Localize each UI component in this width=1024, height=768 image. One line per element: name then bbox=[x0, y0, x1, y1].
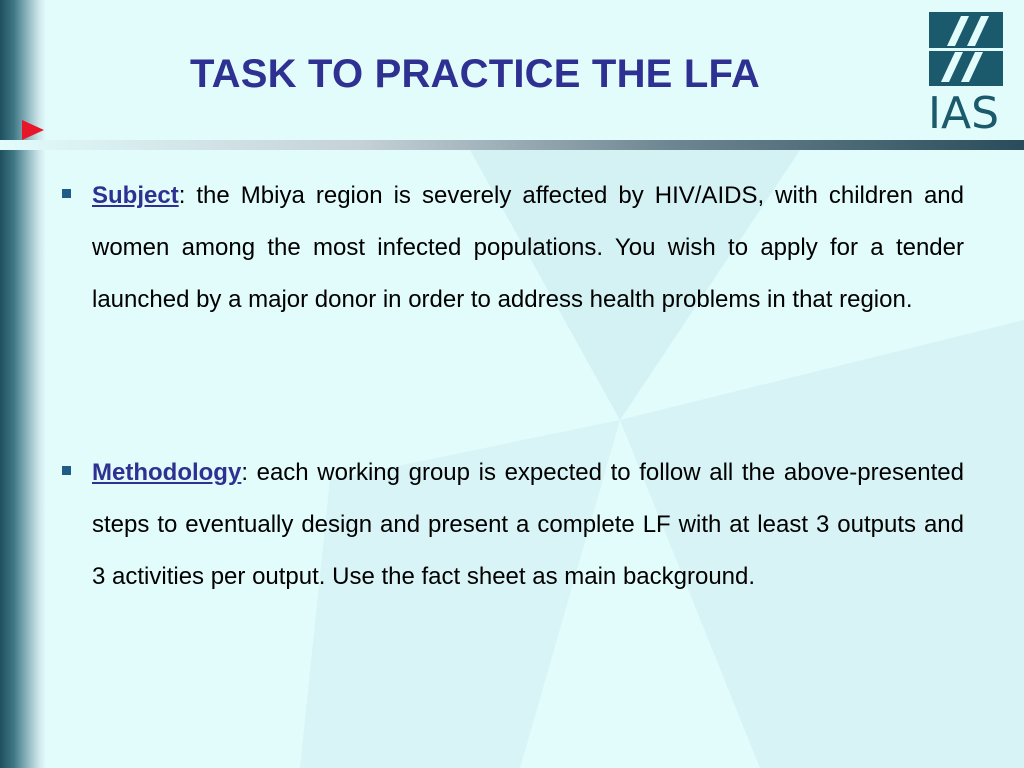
subject-keyword: Subject bbox=[92, 182, 179, 209]
methodology-keyword: Methodology bbox=[92, 459, 242, 486]
header-divider bbox=[0, 140, 1024, 150]
bullet-subject bbox=[62, 170, 964, 326]
methodology-body: : each working group is expected to follow all the above-presented steps to eventually design and present a complete LF with at least 3 outputs and 3 activities per output. Use the fact sheet as main background. bbox=[92, 459, 964, 590]
bullet-methodology bbox=[62, 447, 964, 603]
ias-logo-text: IAS bbox=[928, 88, 1000, 139]
subject-body: : the Mbiya region is severely affected by HIV/AIDS, with children and women among the most infected populations. You wish to apply for a tender launched by a major donor in order to address health problems in that region. bbox=[92, 182, 964, 313]
left-gradient-bar bbox=[0, 0, 46, 768]
bullet-methodology-text bbox=[92, 447, 964, 603]
square-bullet-icon bbox=[62, 466, 71, 475]
square-bullet-icon bbox=[62, 189, 71, 198]
red-triangle-marker bbox=[22, 120, 44, 140]
bullet-subject-text bbox=[92, 170, 964, 326]
slide-title: TASK TO PRACTICE THE LFA bbox=[190, 52, 760, 96]
